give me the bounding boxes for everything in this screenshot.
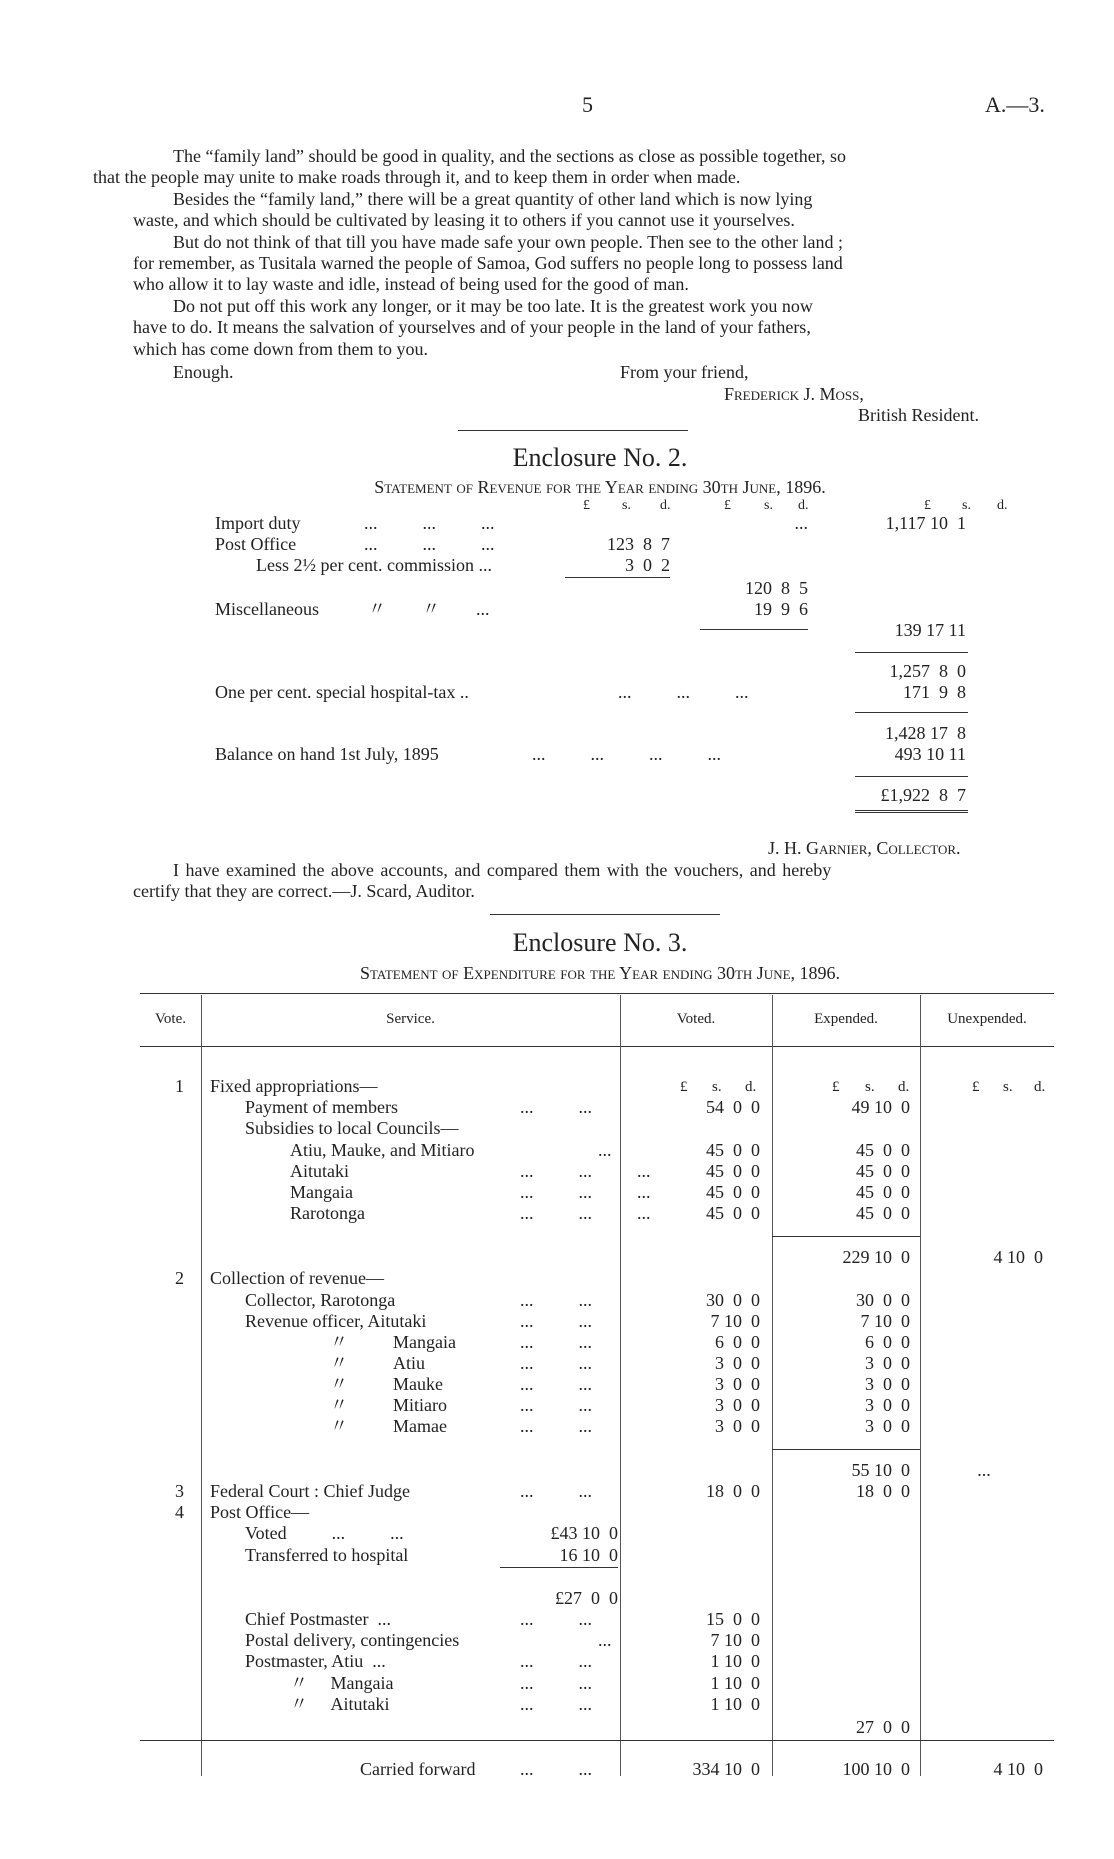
service-label: Transferred to hospital: [245, 1545, 409, 1565]
currency-heading: £: [924, 498, 931, 513]
letter-paragraph-2: [133, 189, 1051, 232]
text-line: that the people may unite to make roads through it, and to keep them in order when made.: [93, 167, 741, 188]
service-label: Chief Postmaster ...: [245, 1609, 391, 1629]
divider: [458, 430, 688, 431]
text-line: But do not think of that till you have made safe your own people. Then see to the other land ;: [173, 231, 844, 252]
subtotal-amount: £27 0 0: [555, 1588, 618, 1608]
service-label: 〃 Mangaia: [330, 1332, 456, 1352]
revenue-item-label: Miscellaneous: [215, 599, 319, 619]
text-line: who allow it to lay waste and idle, instead of being used for the good of man.: [133, 274, 689, 295]
sum-rule: [855, 652, 968, 653]
currency-heading: d.: [1034, 1079, 1046, 1095]
service-label: 〃 Mauke: [330, 1374, 443, 1394]
sum-rule: [565, 577, 670, 578]
service-label: Carried forward: [360, 1759, 476, 1779]
revenue-amount: 123 8 7: [607, 534, 670, 554]
service-label: Postal delivery, contingencies: [245, 1630, 460, 1650]
voted-amount: 30 0 0: [706, 1290, 760, 1310]
enclosure-2-title: Enclosure No. 2.: [512, 443, 688, 472]
leader-dots: ... ...: [520, 1673, 592, 1693]
leader-dots: ... ... ...: [364, 534, 495, 554]
unexpended-amount: 4 10 0: [993, 1247, 1043, 1267]
service-label: Collection of revenue—: [210, 1268, 384, 1288]
column-heading: Service.: [386, 1011, 435, 1027]
voted-amount: 3 0 0: [715, 1416, 760, 1436]
voted-amount: 3 0 0: [715, 1353, 760, 1373]
service-label: Fixed appropriations—: [210, 1076, 378, 1096]
voted-amount: 6 0 0: [715, 1332, 760, 1352]
currency-heading: £: [832, 1079, 840, 1095]
letter-body: [93, 146, 1051, 360]
leader-dots: ... ...: [520, 1395, 592, 1415]
divider: [490, 914, 720, 915]
text-line: which has come down from them to you.: [133, 338, 428, 359]
expended-amount: 49 10 0: [851, 1097, 910, 1117]
currency-heading: s.: [712, 1079, 722, 1095]
sum-rule: [140, 1740, 1054, 1741]
vote-number: 4: [175, 1502, 184, 1522]
expended-amount: 7 10 0: [860, 1311, 910, 1331]
enclosure-3-title: Enclosure No. 3.: [512, 928, 688, 957]
leader-dots: ... ...: [520, 1416, 592, 1436]
text-line: Besides the “family land,” there will be a great quantity of other land which is now lying: [173, 188, 813, 209]
currency-heading: d.: [898, 1079, 910, 1095]
service-label: Payment of members: [245, 1097, 398, 1117]
column-divider: [772, 995, 773, 1776]
audit-line-2: certify that they are correct.—J. Scard, Auditor.: [133, 881, 475, 901]
revenue-amount: ...: [794, 513, 808, 533]
leader-dots: ... ...: [520, 1353, 592, 1373]
column-divider: [920, 995, 921, 1776]
vote-number: 1: [175, 1076, 184, 1096]
letter-paragraph-4: [133, 296, 1051, 360]
voted-amount: 45 0 0: [706, 1140, 760, 1160]
vote-number: 3: [175, 1481, 184, 1501]
expended-amount: 100 10 0: [842, 1759, 910, 1779]
leader-dots: ... ...: [520, 1311, 592, 1331]
service-label: 〃 Mamae: [330, 1416, 447, 1436]
service-label: 〃 Aitutaki: [290, 1694, 390, 1714]
table-top-rule: [140, 993, 1054, 994]
leader-dots: ... ... ...: [364, 513, 495, 533]
letter-from: From your friend,: [620, 362, 749, 382]
sum-rule: [500, 1567, 618, 1568]
voted-amount: 3 0 0: [715, 1395, 760, 1415]
sum-rule: [772, 1449, 920, 1450]
currency-heading: £: [680, 1079, 688, 1095]
revenue-item-label: Balance on hand 1st July, 1895: [215, 744, 439, 764]
expended-amount: 27 0 0: [856, 1717, 910, 1737]
revenue-amount: 139 17 11: [894, 620, 966, 640]
voted-amount: 18 0 0: [706, 1481, 760, 1501]
currency-heading: £: [583, 498, 590, 513]
audit-line-1: I have examined the above accounts, and compared them with the vouchers, and hereby: [173, 860, 832, 880]
service-label: 〃 Mangaia: [290, 1673, 394, 1693]
revenue-amount: 1,428 17 8: [885, 723, 966, 743]
column-heading: Expended.: [814, 1011, 878, 1027]
currency-heading: d.: [660, 498, 671, 513]
service-label: Voted ... ...: [245, 1523, 404, 1543]
text-line: for remember, as Tusitala warned the people of Samoa, God suffers no people long to possess land: [133, 253, 843, 274]
unexpended-amount: ...: [977, 1460, 991, 1480]
expended-amount: 3 0 0: [865, 1374, 910, 1394]
leader-dots: ... ...: [520, 1374, 592, 1394]
expended-amount: 18 0 0: [856, 1481, 910, 1501]
voted-amount: 334 10 0: [692, 1759, 760, 1779]
table-header-rule: [140, 1046, 1054, 1047]
letter-closing: Enough.: [173, 362, 234, 382]
column-heading: Vote.: [155, 1011, 186, 1027]
service-label: Subsidies to local Councils—: [245, 1118, 459, 1138]
revenue-item-label: Post Office: [215, 534, 297, 554]
column-divider: [201, 995, 202, 1776]
sum-rule: [855, 810, 968, 813]
text-line: waste, and which should be cultivated by leasing it to others if you cannot use it yourselves.: [133, 210, 795, 231]
expended-amount: 30 0 0: [856, 1290, 910, 1310]
revenue-item-label: One per cent. special hospital-tax ..: [215, 682, 469, 702]
vote-number: 2: [175, 1268, 184, 1288]
column-heading: Voted.: [676, 1011, 716, 1027]
letter-signer: Frederick J. Moss,: [724, 384, 864, 404]
sum-rule: [772, 1236, 920, 1237]
sum-rule: [855, 712, 968, 713]
expended-amount: 45 0 0: [856, 1203, 910, 1223]
leader-dots: ... ...: [520, 1332, 592, 1352]
voted-amount: 54 0 0: [706, 1097, 760, 1117]
leader-dots: ... ...: [520, 1097, 592, 1117]
expended-amount: 45 0 0: [856, 1182, 910, 1202]
revenue-amount: 19 9 6: [754, 599, 808, 619]
leader-dots: 〃 〃 ...: [368, 599, 490, 619]
text-line: have to do. It means the salvation of yourselves and of your people in the land of your fathers,: [133, 317, 811, 338]
expended-amount: 6 0 0: [865, 1332, 910, 1352]
currency-heading: d.: [798, 498, 809, 513]
expended-amount: 55 10 0: [851, 1460, 910, 1480]
column-heading: Unexpended.: [947, 1011, 1027, 1027]
expended-amount: 3 0 0: [865, 1353, 910, 1373]
currency-heading: d.: [997, 498, 1008, 513]
voted-amount: 15 0 0: [706, 1609, 760, 1629]
leader-dots: ...: [598, 1630, 612, 1650]
currency-heading: s.: [1003, 1079, 1013, 1095]
currency-heading: s.: [865, 1079, 875, 1095]
revenue-amount: 1,117 10 1: [885, 513, 966, 533]
expended-amount: 45 0 0: [856, 1161, 910, 1181]
expended-amount: 3 0 0: [865, 1395, 910, 1415]
revenue-amount: 493 10 11: [894, 744, 966, 764]
currency-heading: s.: [764, 498, 773, 513]
leader-dots: ... ... ...: [520, 1203, 651, 1223]
enclosure-2-subtitle: Statement of Revenue for the Year ending 30th June, 1896.: [374, 477, 826, 497]
leader-dots: ... ...: [520, 1290, 592, 1310]
letter-paragraph-3: [133, 232, 1051, 296]
leader-dots: ... ... ...: [618, 682, 749, 702]
service-label: Postmaster, Atiu ...: [245, 1651, 386, 1671]
document-reference: A.—3.: [985, 92, 1045, 117]
revenue-amount: 171 9 8: [903, 682, 966, 702]
revenue-amount: 3 0 2: [625, 555, 670, 575]
expended-amount: 3 0 0: [865, 1416, 910, 1436]
voted-amount: 1 10 0: [710, 1673, 760, 1693]
service-label: 〃 Mitiaro: [330, 1395, 447, 1415]
voted-amount: 7 10 0: [710, 1311, 760, 1331]
leader-dots: ... ...: [520, 1759, 592, 1779]
unexpended-amount: 4 10 0: [993, 1759, 1043, 1779]
column-divider: [620, 995, 621, 1776]
currency-heading: d.: [745, 1079, 757, 1095]
revenue-amount: 1,257 8 0: [889, 661, 966, 681]
subtotal-amount: £43 10 0: [550, 1523, 618, 1543]
currency-heading: £: [972, 1079, 980, 1095]
revenue-item-label: Less 2½ per cent. commission ...: [256, 555, 492, 575]
collector-signature: J. H. Garnier, Collector.: [768, 838, 961, 858]
leader-dots: ...: [598, 1140, 612, 1160]
text-line: The “family land” should be good in quality, and the sections as close as possible together, so: [173, 146, 846, 166]
voted-amount: 45 0 0: [706, 1203, 760, 1223]
currency-heading: £: [724, 498, 731, 513]
service-label: Collector, Rarotonga: [245, 1290, 396, 1310]
leader-dots: ... ... ...: [520, 1182, 651, 1202]
voted-amount: 45 0 0: [706, 1161, 760, 1181]
sum-rule: [855, 776, 968, 777]
voted-amount: 1 10 0: [710, 1651, 760, 1671]
revenue-amount: £1,922 8 7: [880, 785, 966, 805]
voted-amount: 3 0 0: [715, 1374, 760, 1394]
letter-signer-title: British Resident.: [858, 405, 979, 425]
page-number: 5: [582, 92, 593, 117]
leader-dots: ... ...: [520, 1651, 592, 1671]
service-label: Atiu, Mauke, and Mitiaro: [290, 1140, 475, 1160]
expended-amount: 45 0 0: [856, 1140, 910, 1160]
subtotal-amount: 16 10 0: [559, 1545, 618, 1565]
text-line: Do not put off this work any longer, or it may be too late. It is the greatest work you now: [173, 295, 813, 316]
service-label: Rarotonga: [290, 1203, 365, 1223]
service-label: Post Office—: [210, 1502, 310, 1522]
voted-amount: 7 10 0: [710, 1630, 760, 1650]
voted-amount: 45 0 0: [706, 1182, 760, 1202]
service-label: Federal Court : Chief Judge: [210, 1481, 410, 1501]
leader-dots: ... ... ...: [520, 1161, 651, 1181]
currency-heading: s.: [622, 498, 631, 513]
revenue-amount: 120 8 5: [745, 578, 808, 598]
leader-dots: ... ...: [520, 1481, 592, 1501]
sum-rule: [700, 629, 808, 630]
revenue-item-label: Import duty: [215, 513, 301, 533]
leader-dots: ... ... ... ...: [532, 744, 721, 764]
voted-amount: 1 10 0: [710, 1694, 760, 1714]
leader-dots: ... ...: [520, 1694, 592, 1714]
service-label: Aitutaki: [290, 1161, 349, 1181]
letter-paragraph-1: [93, 146, 1051, 189]
currency-heading: s.: [962, 498, 971, 513]
service-label: 〃 Atiu: [330, 1353, 426, 1373]
leader-dots: ... ...: [520, 1609, 592, 1629]
expended-amount: 229 10 0: [842, 1247, 910, 1267]
enclosure-3-subtitle: Statement of Expenditure for the Year ending 30th June, 1896.: [359, 963, 841, 983]
service-label: Revenue officer, Aitutaki: [245, 1311, 427, 1331]
service-label: Mangaia: [290, 1182, 353, 1202]
